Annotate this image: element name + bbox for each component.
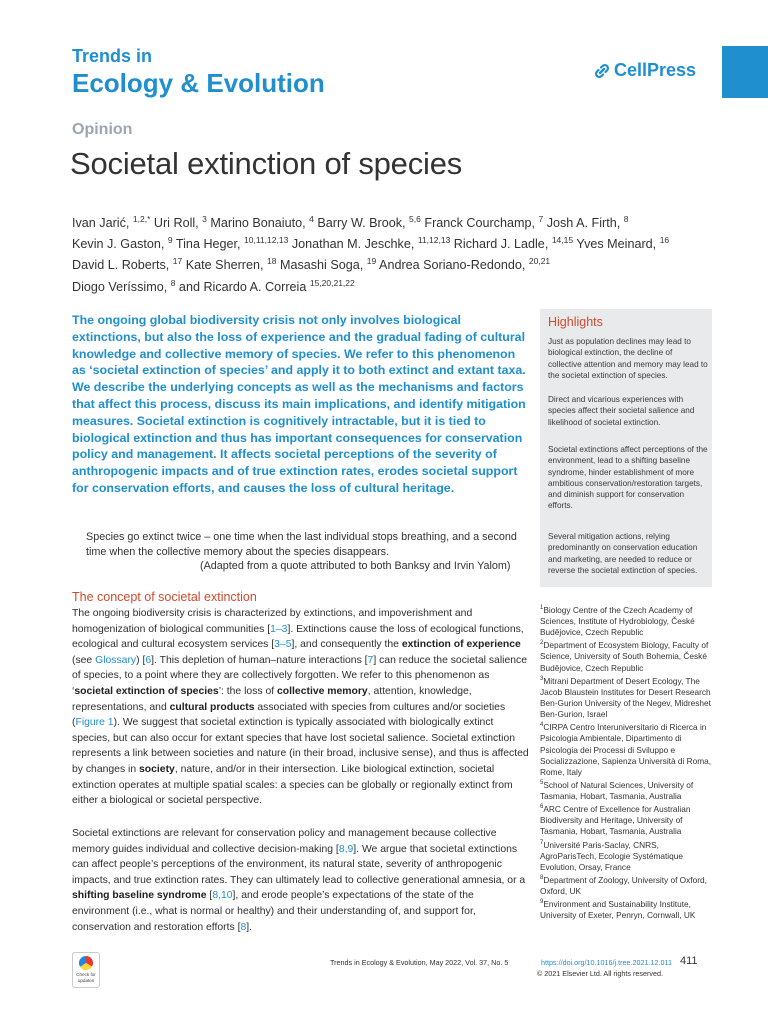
highlights-box <box>540 309 712 587</box>
article-type-label: Opinion <box>72 121 133 138</box>
author-list: Ivan Jarić, $^{1,2,*}$ Uri Roll, $^3$ Marino Bonaiuto, $^4$ Barry W. Brook, $^{5,6}$ Franck Courchamp, $^7$ Josh A. Firth, $^8$ Kevin J. Gaston, $^9$ Tina Heger, $^{10,11,12,13}$ Jonathan M. Jeschke, $^{11,12,13}$ Richard J. Ladle, $^{14,15}$ Yves Meinard, $^{16}$ David L. Roberts, $^{17}$ Kate Sherren, $^{18}$ Masashi Soga, $^{19}$ Andrea Soriano-Redondo, $^{20,21}$ Diogo Veríssimo, $^8$ and Ricardo A. Correia $^{15,20,21,22}$ <box>72 214 670 294</box>
affiliations-list: $^1$Biology Centre of the Czech Academy of Sciences, Institute of Hydrobiology, České Budějovice, Czech Republic $^2$Department of Ecosystem Biology, Faculty of Science, University of South Bohemia, České Budějovice, Czech Republic $^3$Mitrani Department of Desert Ecology, The Jacob Blaustein Institutes for Desert Research Ben-Gurion University of the Negev, Midreshet Ben-Gurion, Israel $^4$CIRPA Centro Interuniversitario di Ricerca in Psicologia Ambientale, Dipartimento di Psicologia dei Processi di Sviluppo e Socializzazione, Sapienza Università di Roma, Rome, Italy $^5$School of Natural Sciences, University of Tasmania, Hobart, Tasmania, Australia $^6$ARC Centre of Excellence for Australian Biodiversity and Heritage, University of Tasmania, Hobart, Tasmania, Australia $^7$Université Paris-Saclay, CNRS, AgroParisTech, Ecologie Systématique Evolution, Orsay, France $^8$Department of Zoology, University of Oxford, Oxford, UK $^9$Environment and Sustainability Institute, University of Exeter, Penryn, Cornwall, UK <box>540 604 712 921</box>
epigraph-quote: Species go extinct twice – one time when the last individual stops breathing, and a second time when the collective memory about the species disappears. <box>86 531 517 558</box>
check-for-updates-badge[interactable] <box>72 952 100 988</box>
doi-link[interactable]: https://doi.org/10.1016/j.tree.2021.12.011 <box>541 958 672 967</box>
journal-name-line1: Trends in <box>72 46 153 66</box>
footer-citation: Trends in Ecology & Evolution, May 2022, Vol. 37, No. 5 <box>330 958 509 967</box>
body-paragraph: Societal extinctions are relevant for conservation policy and management because collective memory guides individual and collective decision-making [8,9]. We argue that societal extinctions can affect people’s perceptions of the environment, its natural state, severity of anthropogenic impacts, and true extinction rates. They can ultimately lead to collective generational amnesia, or a shifting baseline syndrome [8,10], and erode people’s expectations of the state of the environment (i.e., what is normal or healthy) and their understanding of, and support for, conservation and restoration efforts [8]. <box>72 828 526 933</box>
highlight-item: Direct and vicarious experiences with species affect their societal salience and likelihood of societal extinction. <box>548 395 695 427</box>
highlight-item: Just as population declines may lead to biological extinction, the decline of collective attention and memory may lead to the societal extinction of species. <box>548 337 708 380</box>
crossmark-icon <box>79 956 93 970</box>
journal-name-line2: Ecology & Evolution <box>72 68 325 98</box>
publisher-name: CellPress <box>614 60 697 80</box>
corner-color-block <box>722 46 768 98</box>
highlight-item: Societal extinctions affect perceptions of the environment, lead to a shifting baseline syndrome, hinder establishment of more ambitious conservation/restoration targets, and diminish support for conservation efforts. <box>548 445 708 511</box>
abstract: The ongoing global biodiversity crisis not only involves biological extinctions, but also the loss of experience and the gradual fading of cultural knowledge and collective memory of species. We refer to this phenomenon as ‘societal extinction of species’ and apply it to both extinct and extant taxa. We describe the underlying concepts as well as the mechanisms and factors that affect this process, discuss its main implications, and identify mitigation measures. Societal extinction is cognitively intractable, but it is tied to biological extinction and thus has important consequences for conservation policy and management. It affects societal perceptions of the severity of anthropogenic impacts and of true extinction rates, erodes societal support for conservation efforts, and causes the loss of cultural heritage. <box>72 313 526 495</box>
body-paragraph: The ongoing biodiversity crisis is characterized by extinctions, and impoverishment and homogenization of biological communities [1–3]. Extinctions cause the loss of ecological functions, ecological and cultural ecosystem services [3–5], and consequently the extinction of experience (see Glossary) [6]. This depletion of human–nature interactions [7] can reduce the societal salience of species, to a point where they are collectively forgotten. We refer to this phenomenon as ‘societal extinction of species’: the loss of collective memory, attention, knowledge, representations, and cultural products associated with species from cultures and/or societies (Figure 1). We suggest that societal extinction is typically associated with biologically extinct species, but can also occur for extant species that have lost societal salience. Societal extinction represents a link between societies and nature (in their broad, inclusive sense), and thus is affected by changes in society, nature, and/or in their intersection. Like biological extinction, societal extinction operates at multiple spatial scales: a species can be globally or regionally extinct from either a biological or societal perspective. <box>72 608 529 807</box>
publisher-logo <box>594 60 696 81</box>
cellpress-link-icon <box>594 63 610 79</box>
highlight-item: Several mitigation actions, relying predominantly on conservation education and marketing, are needed to reduce or reverse the societal extinction of species. <box>548 532 698 575</box>
highlights-title: Highlights <box>548 315 603 329</box>
article-title: Societal extinction of species <box>70 146 463 181</box>
section-heading: The concept of societal extinction <box>72 590 257 604</box>
epigraph-source: (Adapted from a quote attributed to both Banksy and Irvin Yalom) <box>200 560 511 572</box>
badge-label: Check for updates <box>76 972 96 983</box>
page-number: 411 <box>680 955 698 967</box>
copyright: © 2021 Elsevier Ltd. All rights reserved. <box>537 969 663 978</box>
